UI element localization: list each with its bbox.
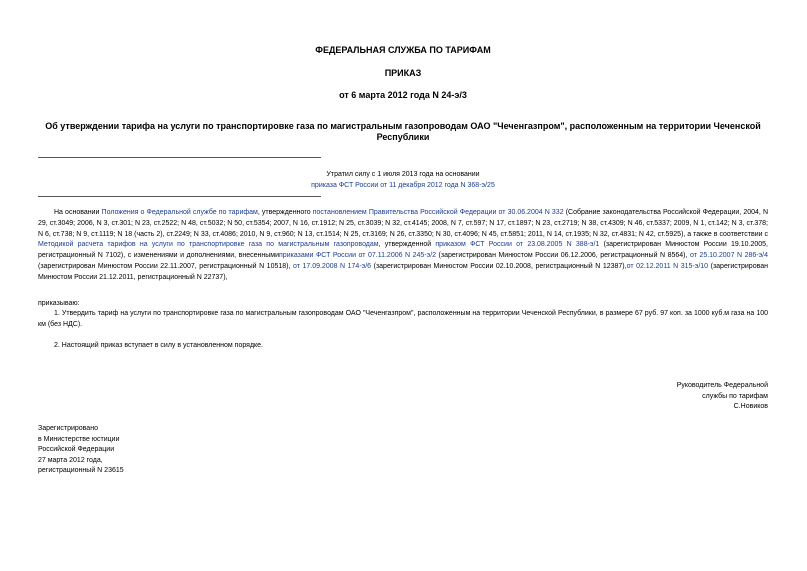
registration-line-1: Зарегистрировано <box>38 425 98 432</box>
divider-bottom <box>38 196 321 197</box>
registration-line-2: в Министерстве юстиции <box>38 435 120 443</box>
basis-paragraph <box>38 208 768 284</box>
issuing-authority: ФЕДЕРАЛЬНАЯ СЛУЖБА ПО ТАРИФАМ <box>315 45 491 55</box>
basis-text-3: (Собрание законодательства Российской Федерации, 2004, N 29, ст.3049; 2006, N 3, ст.301; N 23, ст.2522; N 48, ст.5032; N 50, ст.5354; 2007, N 16, ст.1912; N 25, ст.3039; N 32, ст.4145; 2008, N 7, ст.597; N 17, ст.1897; N 23, ст.2719; N 38, ст.4309; N 46, ст.5337; 2009, N 1, ст.142; N 3, ст.378; N 6, ст.738; N 9, ст.1119; N 18 (часть 2), ст.2249; N 33, ст.4086; 2010, N 9, ст.960; N 13, ст.1514; N 25, ст.3169; N 26, ст.3350; N 30, ст.4096; N 45, ст.5851; 2011, N 14, ст.1935; N 32, ст.4831; N 42, ст.5925), а также в соответствии с <box>38 209 769 238</box>
basis-text-4: , утвержденной <box>378 241 436 249</box>
registration-number: регистрационный N 23615 <box>38 467 124 474</box>
basis-text-5: (зарегистрирован Минюстом России 19.10.2005, регистрационный N 7102), с изменениями и дополнениями, внесенными <box>38 241 768 260</box>
link-order-315[interactable]: от 02.12.2011 N 315-э/10 <box>626 262 709 270</box>
signature-block <box>538 381 768 413</box>
order-word: приказываю: <box>38 300 80 307</box>
lost-force-link[interactable]: приказа ФСТ России от 11 декабря 2012 года N 368-э/25 <box>311 182 495 189</box>
link-order-388[interactable]: приказом ФСТ России от 23.08.2005 N 388-э/1 <box>435 241 600 249</box>
signature-position-cont: службы по тарифам <box>702 392 768 400</box>
basis-text-6: (зарегистрирован Минюстом России 06.12.2006, регистрационный N 8564), <box>436 252 690 260</box>
signature-name: С.Новиков <box>733 403 768 410</box>
link-calculation-method[interactable]: Методикой расчета тарифов на услуги по транспортировке газа по магистральным газопроводам <box>38 241 379 249</box>
registration-line-3: Российской Федерации <box>38 446 115 453</box>
link-order-174[interactable]: от 17.09.2008 N 174-э/6 <box>292 262 372 270</box>
document-date-number: от 6 марта 2012 года N 24-э/3 <box>339 90 467 100</box>
registration-date: 27 марта 2012 года, <box>38 456 103 464</box>
link-order-286[interactable]: от 25.10.2007 N 286-э/4 <box>689 252 768 260</box>
order-item-1: 1. Утвердить тариф на услуги по транспортировке газа по магистральным газопроводам ОАО "Чеченгазпром", расположенным на территории Чеченской Республики, в размере 67 руб. 97 коп. за 1000 куб.м газа на 100 км (без НДС). <box>38 310 768 328</box>
lost-force-note <box>38 169 768 191</box>
registration-block <box>38 424 238 477</box>
document-title: Об утверждении тарифа на услуги по транспортировке газа по магистральным газопроводам ОАО "Чеченгазпром", расположенным на территории Чеченской Республики <box>45 121 761 142</box>
basis-text-7: (зарегистрирован Минюстом России 22.11.2007, регистрационный N 10518), <box>38 262 293 270</box>
basis-text-8: (зарегистрирован Минюстом России 02.10.2008, регистрационный N 12387), <box>371 262 627 270</box>
basis-text-2: , утвержденного <box>257 209 313 216</box>
link-order-245[interactable]: приказами ФСТ России от 07.11.2006 N 245-э/2 <box>279 252 437 260</box>
link-fst-regulation[interactable]: Положения о Федеральной службе по тарифам <box>101 209 258 216</box>
document-type: ПРИКАЗ <box>384 68 422 78</box>
lost-force-text: Утратил силу с 1 июля 2013 года на основании <box>326 171 480 178</box>
basis-text-1: На основании <box>54 209 102 216</box>
link-government-resolution[interactable]: постановлением Правительства Российской Федерации от 30.06.2004 N 332 <box>312 209 564 216</box>
divider-top <box>38 157 321 158</box>
signature-position: Руководитель Федеральной <box>676 382 768 389</box>
order-item-2: 2. Настоящий приказ вступает в силу в установленном порядке. <box>54 342 264 349</box>
basis-text-9: (зарегистрирован Минюстом России 21.12.2011, регистрационный N 22737), <box>38 262 768 281</box>
